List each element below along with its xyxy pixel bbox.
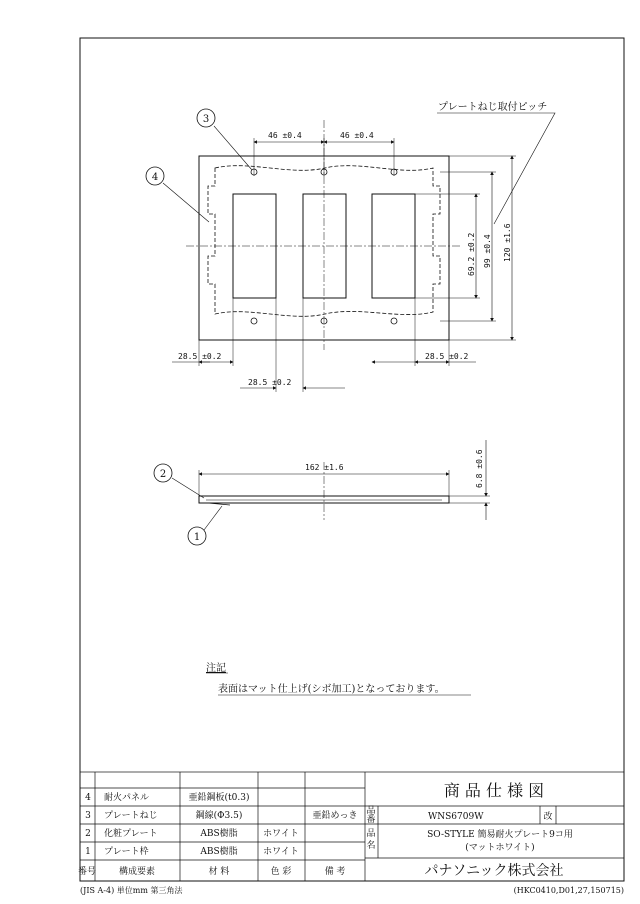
row-1-no: 1 xyxy=(85,847,91,857)
dim-pitch-b: 46 ±0.4 xyxy=(340,131,374,140)
revision-label: 改 xyxy=(543,812,553,822)
header-name: 構成要素 xyxy=(118,867,156,877)
footer-left: (JIS A-4) 単位mm 第三角法 xyxy=(80,886,183,895)
pitch-label: プレートねじ取付ピッチ xyxy=(438,102,548,113)
row-4-name: 耐火パネル xyxy=(104,793,150,803)
row-2-name: 化粧プレート xyxy=(104,829,158,839)
notes-heading: 注記 xyxy=(206,663,226,674)
hinban-label: 品 xyxy=(366,806,376,816)
hinmei-label-2: 名 xyxy=(366,841,376,851)
dim-99: 99 ±0.4 xyxy=(483,234,492,268)
dim-69: 69.2 ±0.2 xyxy=(467,232,476,276)
hinmei-label: 品 xyxy=(366,829,376,839)
row-2-no: 2 xyxy=(85,829,91,839)
dim-120: 120 ±1.6 xyxy=(503,223,512,262)
row-4-material: 亜鉛鋼板(t0.3) xyxy=(188,793,250,803)
header-remarks: 備 考 xyxy=(324,867,346,877)
dim-w-left: 28.5 ±0.2 xyxy=(178,352,222,361)
row-4-no: 4 xyxy=(85,793,91,803)
header-material: 材 料 xyxy=(208,867,230,877)
svg-text:1: 1 xyxy=(193,532,201,543)
sheet-border xyxy=(77,38,624,881)
hinmei-line1: SO-STYLE 簡易耐火プレート9コ用 xyxy=(427,830,573,840)
dim-162: 162 ±1.6 xyxy=(305,463,344,472)
drawing-title: 商 品 仕 様 図 xyxy=(443,781,545,800)
row-1-color: ホワイト xyxy=(263,847,299,857)
svg-text:2: 2 xyxy=(159,469,167,480)
row-2-color: ホワイト xyxy=(263,829,299,839)
notes-body: 表面はマット仕上げ(シボ加工)となっております。 xyxy=(218,684,445,695)
screw-bottom-right xyxy=(391,318,397,324)
balloon-3 xyxy=(197,109,215,127)
row-3-name: プレートねじ xyxy=(104,811,158,821)
svg-text:4: 4 xyxy=(151,172,159,183)
row-3-no: 3 xyxy=(85,811,91,821)
row-2-material: ABS樹脂 xyxy=(200,829,238,839)
hinban-label-2: 番 xyxy=(366,815,376,825)
company-name: パナソニック株式会社 xyxy=(424,863,564,879)
dim-6-8: 6.8 ±0.6 xyxy=(475,449,484,488)
dim-pitch-a: 46 ±0.4 xyxy=(268,131,302,140)
screw-bottom-left xyxy=(251,318,257,324)
balloon-1 xyxy=(188,527,206,545)
side-view xyxy=(172,440,490,530)
header-no: 番号 xyxy=(77,867,97,877)
hinban-value: WNS6709W xyxy=(428,812,484,822)
hinmei-line2: (マットホワイト) xyxy=(465,843,535,853)
row-3-material: 鋼線(Φ3.5) xyxy=(195,811,243,821)
svg-text:3: 3 xyxy=(202,114,210,125)
balloon-2 xyxy=(154,464,172,482)
header-color: 色 彩 xyxy=(270,867,292,877)
footer-right: (HKC0410,D01,27,150715) xyxy=(513,886,624,895)
row-1-name: プレート枠 xyxy=(104,847,149,857)
row-1-material: ABS樹脂 xyxy=(200,847,238,857)
front-view xyxy=(163,113,555,392)
dim-w-right: 28.5 ±0.2 xyxy=(425,352,469,361)
row-3-remarks: 亜鉛めっき xyxy=(312,811,358,821)
balloon-4 xyxy=(146,167,164,185)
dim-w-center: 28.5 ±0.2 xyxy=(248,378,292,387)
